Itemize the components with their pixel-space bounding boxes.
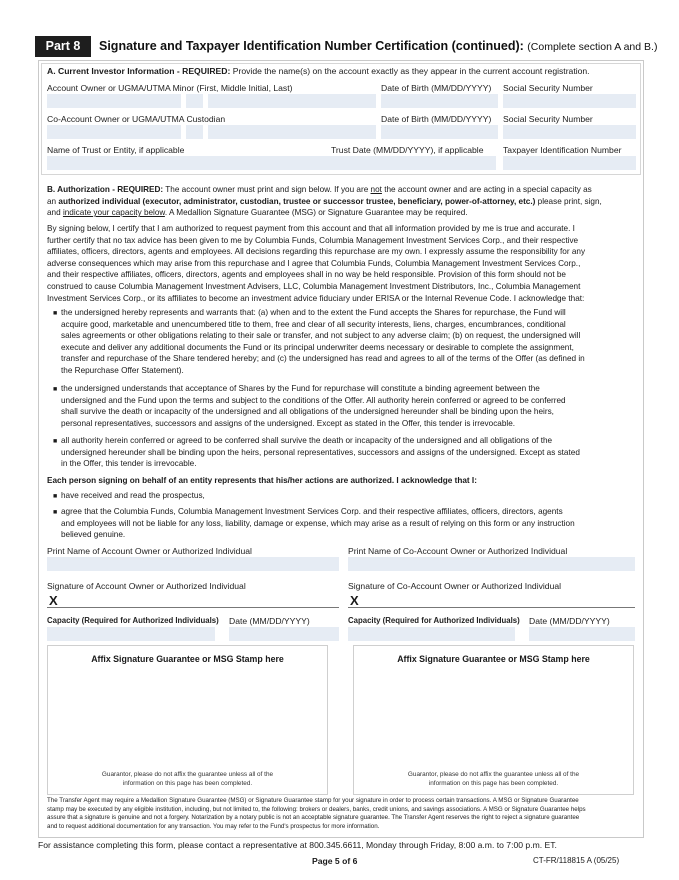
section-b-capacity-list: authorized individual (executor, administrator, custodian, trustee or successor trustee, beneficiary, power-of-attorney, etc.) [58, 196, 536, 206]
owner-capacity-field[interactable] [47, 627, 215, 641]
coowner-signature-label: Signature of Co-Account Owner or Authorized Individual [348, 581, 562, 591]
section-b-text: and [47, 208, 63, 218]
fine-print-line: The Transfer Agent may require a Medallion Signature Guarantee (MSG) or Signature Guarantee stamp for your signature in order to process certain transactions. A MSG or Signature Guarantee [47, 797, 579, 804]
coowner-ssn-label: Social Security Number [503, 114, 593, 124]
bullet-line: and employees will not be liable for any loss, liability, damage or expense, which may arise as a result of relying on this form or any instruction [61, 518, 575, 528]
owner-print-label: Print Name of Account Owner or Authorized Individual [47, 546, 252, 556]
owner-last-name-field[interactable] [208, 94, 376, 108]
section-a-heading [47, 66, 590, 78]
certification-line: and their respective affiliates, officers, directors, agents and employees shall in no way be held responsible. Provision of this form should not be [47, 270, 566, 280]
coowner-stamp-box[interactable] [353, 645, 634, 795]
fine-print-line: and to request additional documentation for any transaction. You may refer to the Fund's prospectus for more information. [47, 822, 380, 830]
entity-bullet-liability [61, 506, 575, 541]
entity-bullet-prospectus [61, 490, 205, 502]
fine-print-line: stamp may be executed by any eligible institution, including, but not limited to, the following: brokers or dealers, banks, credit unions, and savings associations. A MSG or Signature Guarantee helps [47, 805, 586, 813]
section-b-title: B. Authorization - REQUIRED: [47, 185, 164, 194]
bullet-line: undersigned hereunder shall be binding upon the heirs, personal representatives, successors and assigns of the undersigned. Except as stated [61, 447, 580, 457]
trust-name-label: Name of Trust or Entity, if applicable [47, 145, 185, 155]
stamp-note-line: information on this page has been completed. [122, 779, 253, 787]
trust-name-field[interactable] [47, 156, 496, 170]
owner-middle-initial-field[interactable] [186, 94, 203, 108]
bullet-line: undersigned and the Fund upon the terms and subject to the conditions of the Offer. All authority herein conferred or agreed to be conferred [61, 395, 566, 405]
coowner-last-name-field[interactable] [208, 125, 376, 139]
coowner-stamp-note [354, 771, 633, 789]
bullet-square-icon: ■ [53, 438, 58, 445]
owner-stamp-box[interactable] [47, 645, 328, 795]
bullet-line: transfer and repurchase of the Share tendered hereby; and (c) the undersigned has read and agrees to all of the terms of the Offer (as defined in [61, 354, 585, 364]
trust-date-label: Trust Date (MM/DD/YYYY), if applicable [331, 145, 484, 155]
certification-line: Investment Services Corp., or its affiliates to become an investment advice fiduciary under ERISA or the Internal Revenue Code. I acknowledge that: [47, 293, 585, 303]
owner-stamp-note [48, 771, 327, 789]
bullet-square-icon: ■ [53, 386, 58, 393]
owner-signature-field[interactable] [47, 592, 339, 608]
page-title [99, 39, 657, 53]
coowner-capacity-label: Capacity (Required for Authorized Individuals) [348, 616, 520, 625]
coowner-dob-field[interactable] [381, 125, 498, 139]
certification-paragraph [47, 223, 585, 304]
certification-line: adverse consequences which may arise from this repurchase and I agree that Columbia Funds, Columbia Management Investment Services Corp., [47, 258, 581, 268]
bullet-line: acquire good, marketable and unencumbered title to them, free and clear of all security interests, liens, charges, encumbrances, conditional [61, 319, 566, 329]
section-b-indicate-capacity: indicate your capacity below [62, 208, 165, 218]
owner-signature-label: Signature of Account Owner or Authorized Individual [47, 581, 246, 591]
coowner-ssn-field[interactable] [503, 125, 636, 139]
bullet-line: the Repurchase Offer Statement). [61, 365, 184, 375]
owner-name-label: Account Owner or UGMA/UTMA Minor (First, Middle Initial, Last) [47, 83, 293, 93]
coowner-stamp-title: Affix Signature Guarantee or MSG Stamp here [397, 654, 590, 664]
bullet-square-icon: ■ [53, 509, 58, 516]
owner-ssn-label: Social Security Number [503, 83, 593, 93]
coowner-print-label: Print Name of Co-Account Owner or Authorized Individual [348, 546, 568, 556]
title-subtitle: (Complete section A and B.) [527, 41, 658, 53]
owner-dob-label: Date of Birth (MM/DD/YYYY) [381, 83, 492, 93]
owner-capacity-label: Capacity (Required for Authorized Individuals) [47, 616, 219, 625]
owner-stamp-title: Affix Signature Guarantee or MSG Stamp here [91, 654, 284, 664]
bullet-line: personal representatives, successors and assigns of the undersigned. Except as stated in the Offer, this tender is irrevocable. [61, 418, 516, 428]
bullet-line: agree that the Columbia Funds, Columbia Management Investment Services Corp. and their respective affiliates, officers, directors, agents [61, 507, 563, 516]
coowner-middle-initial-field[interactable] [186, 125, 203, 139]
owner-first-name-field[interactable] [47, 94, 181, 108]
bullet-line: in the Offer, this tender is irrevocable. [61, 459, 197, 469]
coowner-print-name-field[interactable] [348, 557, 635, 571]
coowner-dob-label: Date of Birth (MM/DD/YYYY) [381, 114, 492, 124]
owner-date-field[interactable] [229, 627, 339, 641]
entity-heading: Each person signing on behalf of an entity represents that his/her actions are authorized. I acknowledge that I: [47, 476, 477, 485]
bullet-acceptance [61, 383, 566, 429]
stamp-note-line: Guarantor, please do not affix the guarantee unless all of the [407, 771, 580, 778]
fine-print-line: assure that a signature is genuine and not a forgery. Notarization by a notary public is not an acceptable signature guarantee. The Transfer Agent reserves the right to reject a signature guarantee [47, 814, 580, 822]
section-b-text: an [47, 196, 59, 206]
certification-line: further certify that no tax advice has been given to me by Columbia Funds, Columbia Management Investment Services Corp., and their respective [47, 235, 579, 245]
bullet-line: the undersigned hereby represents and warrants that: (a) when and to the extent the Fund accepts the Shares for repurchase, the Fund will [61, 308, 566, 317]
certification-line: By signing below, I certify that I am authorized to request payment from this account and that all information provided by me is true and accurate. I [47, 224, 575, 233]
owner-ssn-field[interactable] [503, 94, 636, 108]
owner-date-label: Date (MM/DD/YYYY) [229, 616, 310, 626]
coowner-signature-field[interactable] [348, 592, 635, 608]
form-id: CT-FR/118815 A (05/25) [533, 856, 620, 865]
section-a-title: A. Current Investor Information - REQUIRED: [47, 66, 231, 76]
stamp-note-line: Guarantor, please do not affix the guarantee unless all of the [101, 771, 274, 778]
certification-line: construed to cause Columbia Management Investment Advisers, LLC, Columbia Management Investment Distributors, Inc., Columbia Management [47, 281, 581, 291]
bullet-line: believed genuine. [61, 530, 126, 540]
title-text: Signature and Taxpayer Identification Number Certification (continued): [99, 39, 524, 53]
bullet-authority [61, 435, 580, 470]
assistance-text: For assistance completing this form, please contact a representative at 800.345.6611, Monday through Friday, 8:00 a.m. to 7:00 p.m. ET. [38, 840, 557, 850]
bullet-line: shall survive the death or incapacity of the undersigned and all obligations of the undersigned hereunder shall be binding upon the heirs, [61, 407, 554, 417]
section-b-text: the account owner and are acting in a special capacity as [381, 185, 592, 194]
coowner-sign-here-mark: X [350, 593, 359, 608]
certification-line: affiliates, officers, directors, agents and employees. All decisions regarding this repurchase are my own. I expressly assume the responsibility for any [47, 247, 586, 257]
owner-dob-field[interactable] [381, 94, 498, 108]
bullet-line: all authority herein conferred or agreed to be conferred shall survive the death or incapacity of the undersigned and all obligations of the [61, 436, 553, 445]
bullet-line: the undersigned understands that acceptance of Shares by the Fund for repurchase will constitute a binding agreement between the [61, 384, 540, 393]
page-number: Page 5 of 6 [312, 856, 358, 866]
bullet-square-icon: ■ [53, 493, 58, 500]
bullet-line: sales agreements or other obligations relating to their sale or transfer, and not subject to any adverse claim; (b) on request, the undersigned will [61, 331, 581, 341]
bullet-warranty [61, 307, 585, 377]
coowner-first-name-field[interactable] [47, 125, 181, 139]
coowner-date-label: Date (MM/DD/YYYY) [529, 616, 610, 626]
tin-field[interactable] [503, 156, 636, 170]
part-label: Part 8 [35, 36, 91, 57]
bullet-line: have received and read the prospectus, [61, 491, 205, 500]
section-b-text: . A Medallion Signature Guarantee (MSG) or Signature Guarantee may be required. [164, 208, 468, 218]
tin-label: Taxpayer Identification Number [503, 145, 622, 155]
section-b-intro [47, 184, 602, 219]
guarantee-fine-print [47, 797, 586, 831]
section-b-text: please print, sign, [535, 196, 602, 206]
section-b-not: not [370, 185, 382, 194]
stamp-note-line: information on this page has been completed. [428, 779, 559, 787]
section-b-text: The account owner must print and sign below. If you are [165, 185, 371, 194]
section-a-instruction: Provide the name(s) on the account exactly as they appear in the current account registration. [232, 66, 590, 76]
coowner-name-label: Co-Account Owner or UGMA/UTMA Custodian [47, 114, 226, 124]
coowner-capacity-field[interactable] [348, 627, 515, 641]
coowner-date-field[interactable] [529, 627, 635, 641]
owner-print-name-field[interactable] [47, 557, 339, 571]
owner-sign-here-mark: X [49, 593, 58, 608]
bullet-line: execute and deliver any additional documents the Fund or its principal underwriter deems necessary or desirable to complete the assignment, [61, 342, 574, 352]
bullet-square-icon: ■ [53, 310, 58, 317]
